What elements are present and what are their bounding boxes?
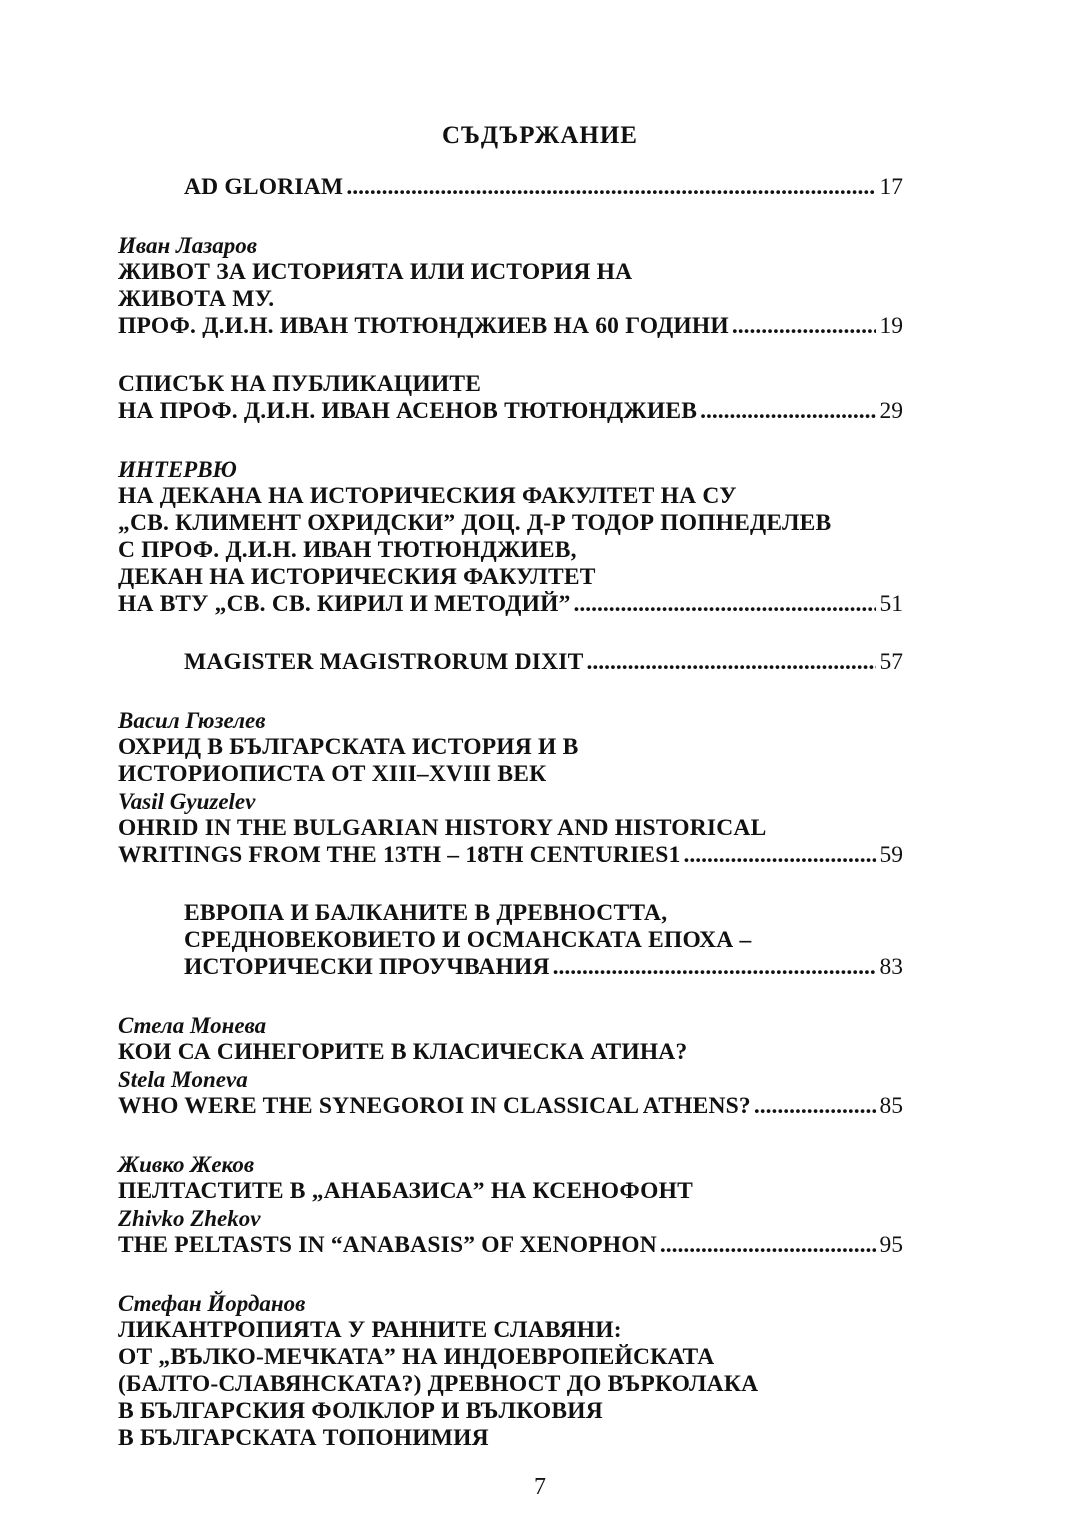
toc-entry-gyuzelev — [118, 707, 903, 869]
dot-leader — [574, 591, 876, 618]
toc-heading: СЪДЪРЖАНИЕ — [442, 122, 638, 149]
toc-entry-yordanov — [118, 1290, 903, 1452]
toc-title-last-line — [118, 954, 903, 981]
toc-title-text: НА ПРОФ. Д.И.Н. ИВАН АСЕНОВ ТЮТЮНДЖИЕВ — [118, 398, 698, 424]
toc-title-text: AD GLORIAM — [184, 174, 344, 200]
toc-entry-zhekov — [118, 1151, 903, 1259]
toc-title-text: MAGISTER MAGISTRORUM DIXIT — [184, 649, 584, 675]
toc-page-number: 57 — [879, 649, 903, 675]
dot-leader — [660, 1232, 876, 1259]
toc-page-number: 83 — [879, 954, 903, 980]
toc-title-text: НА ВТУ „СВ. СВ. КИРИЛ И МЕТОДИЙ” — [118, 591, 571, 617]
toc-title-line: С ПРОФ. Д.И.Н. ИВАН ТЮТЮНДЖИЕВ, — [118, 537, 577, 563]
toc-title-last-line — [118, 174, 903, 201]
toc-author: Vasil Gyuzelev — [118, 789, 256, 814]
toc-author: Стела Монева — [118, 1013, 267, 1038]
toc-author: Живко Жеков — [118, 1152, 255, 1177]
toc-title-last-line — [118, 591, 903, 618]
toc-author: Стефан Йорданов — [118, 1291, 306, 1316]
toc-title-text: WRITINGS FROM THE 13TH – 18TH CENTURIES1 — [118, 842, 681, 868]
toc-author: Stela Moneva — [118, 1067, 248, 1092]
toc-title-line: ОТ „ВЪЛКО-МЕЧКАТА” НА ИНДОЕВРОПЕЙСКАТА — [118, 1344, 715, 1370]
toc-title-text: THE PELTASTS IN “ANABASIS” OF XENOPHON — [118, 1232, 657, 1258]
toc-title-line: СРЕДНОВЕКОВИЕТО И ОСМАНСКАТА ЕПОХА – — [184, 927, 752, 953]
dot-leader — [553, 954, 876, 981]
toc-title-line: OHRID IN THE BULGARIAN HISTORY AND HISTORICAL — [118, 815, 767, 841]
toc-title-line: ЛИКАНТРОПИЯТА У РАННИТЕ СЛАВЯНИ: — [118, 1317, 622, 1343]
toc-page-number: 51 — [879, 591, 903, 617]
dot-leader — [346, 174, 875, 201]
toc-title-line: НА ДЕКАНА НА ИСТОРИЧЕСКИЯ ФАКУЛТЕТ НА СУ — [118, 483, 737, 509]
dot-leader — [732, 313, 876, 340]
toc-title-line: ОХРИД В БЪЛГАРСКАТА ИСТОРИЯ И В — [118, 734, 579, 760]
dot-leader — [700, 398, 875, 425]
toc-title-last-line — [118, 649, 903, 676]
toc-entry-publications — [118, 371, 903, 425]
toc-entry-ad-gloriam — [118, 174, 903, 201]
toc-title-text: ПРОФ. Д.И.Н. ИВАН ТЮТЮНДЖИЕВ НА 60 ГОДИНИ — [118, 313, 729, 339]
toc-title-last-line — [118, 842, 903, 869]
toc-title-line: ЖИВОТА МУ. — [118, 286, 275, 312]
toc-title-line: В БЪЛГАРСКИЯ ФОЛКЛОР И ВЪЛКОВИЯ — [118, 1398, 603, 1424]
dot-leader — [684, 842, 876, 869]
toc-title-line: „СВ. КЛИМЕНТ ОХРИДСКИ” ДОЦ. Д-Р ТОДОР ПОПНЕДЕЛЕВ — [118, 510, 832, 536]
toc-title-line: ЕВРОПА И БАЛКАНИТЕ В ДРЕВНОСТТА, — [184, 900, 668, 926]
toc-title-last-line — [118, 398, 903, 425]
toc-title-last-line — [118, 1093, 903, 1120]
toc-title-line: СПИСЪК НА ПУБЛИКАЦИИТЕ — [118, 371, 482, 397]
toc-page-number: 19 — [879, 313, 903, 339]
toc-title-line: КОИ СА СИНЕГОРИТЕ В КЛАСИЧЕСКА АТИНА? — [118, 1039, 688, 1065]
toc-entry-lazarov — [118, 232, 903, 340]
dot-leader — [754, 1093, 876, 1120]
table-of-contents — [118, 174, 903, 1483]
toc-page-number: 59 — [879, 842, 903, 868]
toc-author: Иван Лазаров — [118, 233, 258, 258]
toc-title-line: ПЕЛТАСТИТЕ В „АНАБАЗИСА” НА КСЕНОФОНТ — [118, 1178, 693, 1204]
toc-author: Васил Гюзелев — [118, 708, 266, 733]
toc-title-line: ДЕКАН НА ИСТОРИЧЕСКИЯ ФАКУЛТЕТ — [118, 564, 596, 590]
toc-author: ИНТЕРВЮ — [118, 457, 237, 482]
toc-page-number: 17 — [879, 174, 903, 200]
dot-leader — [587, 649, 876, 676]
toc-title-line: В БЪЛГАРСКАТА ТОПОНИМИЯ — [118, 1425, 489, 1451]
toc-page-number: 29 — [879, 398, 903, 424]
toc-page-number: 95 — [879, 1232, 903, 1258]
toc-entry-moneva — [118, 1012, 903, 1120]
toc-title-text: ИСТОРИЧЕСКИ ПРОУЧВАНИЯ — [184, 954, 550, 980]
toc-title-text: WHO WERE THE SYNEGOROI IN CLASSICAL ATHENS? — [118, 1093, 751, 1119]
toc-title-line: (БАЛТО-СЛАВЯНСКАТА?) ДРЕВНОСТ ДО ВЪРКОЛАКА — [118, 1371, 759, 1397]
toc-title-line: ЖИВОТ ЗА ИСТОРИЯТА ИЛИ ИСТОРИЯ НА — [118, 259, 633, 285]
toc-page-number: 85 — [879, 1093, 903, 1119]
toc-title-line: ИСТОРИОПИСТА ОТ XIII–XVIII ВЕК — [118, 761, 547, 787]
toc-entry-magister — [118, 649, 903, 676]
toc-author: Zhivko Zhekov — [118, 1206, 261, 1231]
page-number: 7 — [534, 1474, 546, 1500]
toc-title-last-line — [118, 1232, 903, 1259]
toc-entry-europe — [118, 900, 903, 981]
toc-title-last-line — [118, 313, 903, 340]
toc-entry-interview — [118, 456, 903, 618]
